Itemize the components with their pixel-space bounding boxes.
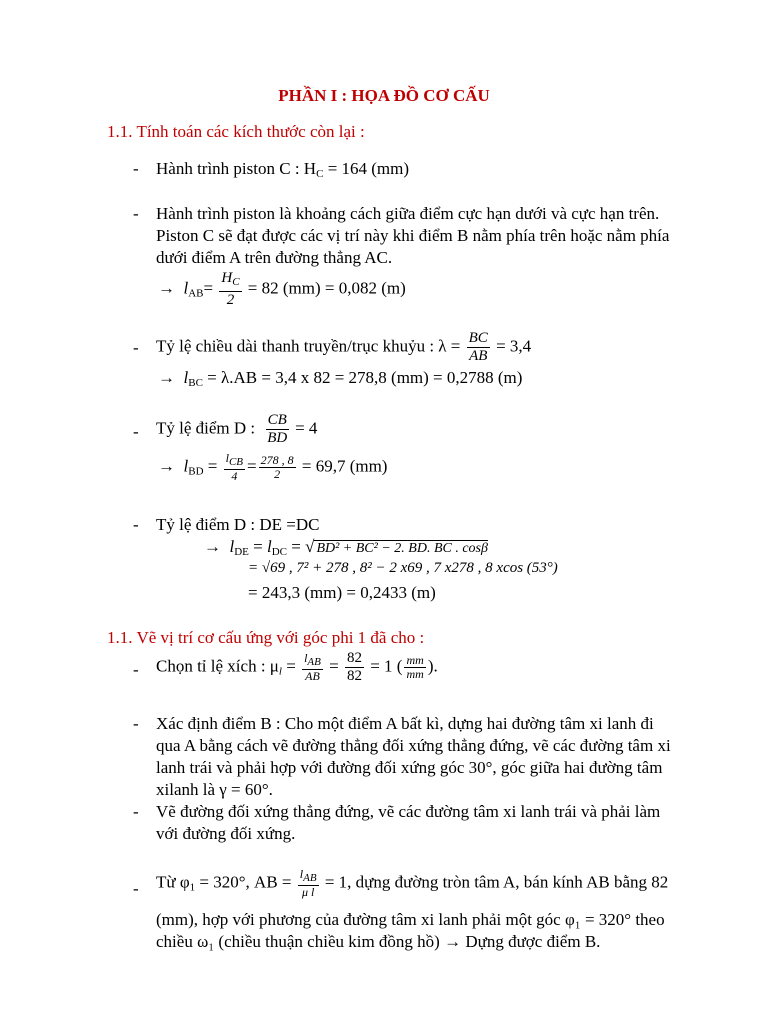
- point-b-line-2: qua A bằng cách vẽ đường thẳng đối xứng thẳng đứng, vẽ các đường tâm xi: [156, 736, 671, 755]
- fraction-bc-over-ab: $\frac{BC}{AB}$: [468, 330, 488, 364]
- bullet-dash: -: [133, 660, 139, 679]
- arrow-icon: →: [158, 368, 175, 387]
- bullet-dash: -: [133, 714, 139, 733]
- scale-line: Chọn tỉ lệ xích : $\mu_l$ = $\frac{\text{lAB}}{AB}$ = $\frac{82}{82}$ = 1 ( $\frac{mm}{mm}$ ).: [156, 650, 438, 684]
- piston-stroke-line: Hành trình piston C : $H_C = 164$ (mm): [156, 159, 410, 180]
- arrow-icon: →: [204, 537, 221, 556]
- fraction-lab-over-ab: $\frac{\text{lAB}}{AB}$: [304, 651, 321, 683]
- fraction-278-8-over-2: $\frac{278 , 8}{2}$: [260, 453, 294, 481]
- bullet-dash: -: [133, 802, 139, 821]
- lbc-formula: → $l_{BC} = \lambda.AB = 3,4$ x 82 = 278,8 (mm) = 0,2788 (m): [158, 368, 523, 389]
- page-title: PHẦN I : HỌA ĐỒ CƠ CẤU: [278, 86, 490, 105]
- point-d-ratio-line: Tỷ lệ điểm D : $\frac{CB}{BD}$ = 4: [156, 412, 318, 446]
- bullet-dash: -: [133, 422, 139, 441]
- stroke-paragraph-line-3: dưới điểm A trên đường thẳng AC.: [156, 248, 393, 267]
- symmetry-line-2: với đường đối xứng.: [156, 824, 296, 843]
- stroke-paragraph-line-1: Hành trình piston là khoảng cách giữa điểm cực hạn dưới và cực hạn trên.: [156, 204, 660, 223]
- bullet-dash: -: [133, 159, 139, 178]
- bullet-dash: -: [133, 338, 139, 357]
- arrow-icon: →: [158, 456, 175, 476]
- phi-line-3: chiều ω₁ (chiều thuận chiều kim đồng hồ) → Dựng được điểm B.: [156, 932, 601, 951]
- de-dc-line: Tỷ lệ điểm D : DE =DC: [156, 515, 320, 534]
- lde-formula-line-2: = √69 , 7² + 278 , 8² − 2 x69 , 7 x278 , 8 xcos (53°): [248, 560, 558, 576]
- arrow-icon: →: [158, 278, 175, 298]
- bullet-dash: -: [133, 515, 139, 534]
- point-b-line-3: lanh trái và phải hợp với đường đối xứng góc 30°, góc giữa hai đường tâm: [156, 758, 663, 777]
- lde-formula-line-1: → $l_{DE} = l_{DC}$ = √ BD² + BC² − 2. BD. BC . cosβ: [204, 537, 488, 558]
- phi-line-1: Từ $\varphi_1 = 320^\circ$, AB = $\frac{\text{lAB}}{\text{μ l}}$ = 1, dựng đường tròn tâm A, bán kính AB bằng 82: [156, 867, 669, 899]
- point-b-line-4: xilanh là γ = 60°.: [156, 780, 273, 799]
- stroke-paragraph-line-2: Piston C sẽ đạt được các vị trí này khi điểm B nằm phía trên hoặc nằm phía: [156, 226, 670, 245]
- fraction-cb-over-bd: $\frac{CB}{BD}$: [267, 412, 288, 446]
- bullet-dash: -: [133, 204, 139, 223]
- bullet-dash: -: [133, 879, 139, 898]
- lbd-formula: → $l_{BD}$ = $\frac{\text{lCB}}{4}$ = $\frac{278 , 8}{2}$ = 69,7 (mm): [158, 451, 388, 483]
- symmetry-line-1: Vẽ đường đối xứng thẳng đứng, vẽ các đường tâm xi lanh trái và phải làm: [156, 802, 661, 821]
- ratio-lambda-line: Tỷ lệ chiều dài thanh truyền/trục khuỷu : λ = $\frac{BC}{AB}$ = 3,4: [156, 330, 532, 364]
- section-heading-1: 1.1. Tính toán các kích thước còn lại :: [107, 122, 365, 141]
- fraction-hc-over-2: $\frac{H_C}{2}$: [221, 270, 240, 308]
- fraction-mm-over-mm: $\frac{mm}{mm}$: [406, 653, 424, 681]
- lab-formula: → $l_{AB}=$ $\frac{H_C}{2}$ = 82 (mm) = 0,082 (m): [158, 270, 406, 308]
- section-heading-2: 1.1. Vẽ vị trí cơ cấu ứng với góc phi 1 đã cho :: [107, 628, 425, 647]
- fraction-82-over-82: $\frac{82}{82}$: [346, 650, 362, 684]
- lde-formula-line-3: = 243,3 (mm) = 0,2433 (m): [248, 583, 436, 602]
- phi-line-2: (mm), hợp với phương của đường tâm xi lanh phải một góc φ₁ = 320° theo: [156, 910, 665, 929]
- point-b-line-1: Xác định điểm B : Cho một điểm A bất kì, dựng hai đường tâm xi lanh đi: [156, 714, 654, 733]
- fraction-lab-over-mul: $\frac{\text{lAB}}{\text{μ l}}$: [299, 867, 317, 899]
- fraction-lcb-over-4: $\frac{\text{lCB}}{4}$: [225, 451, 244, 483]
